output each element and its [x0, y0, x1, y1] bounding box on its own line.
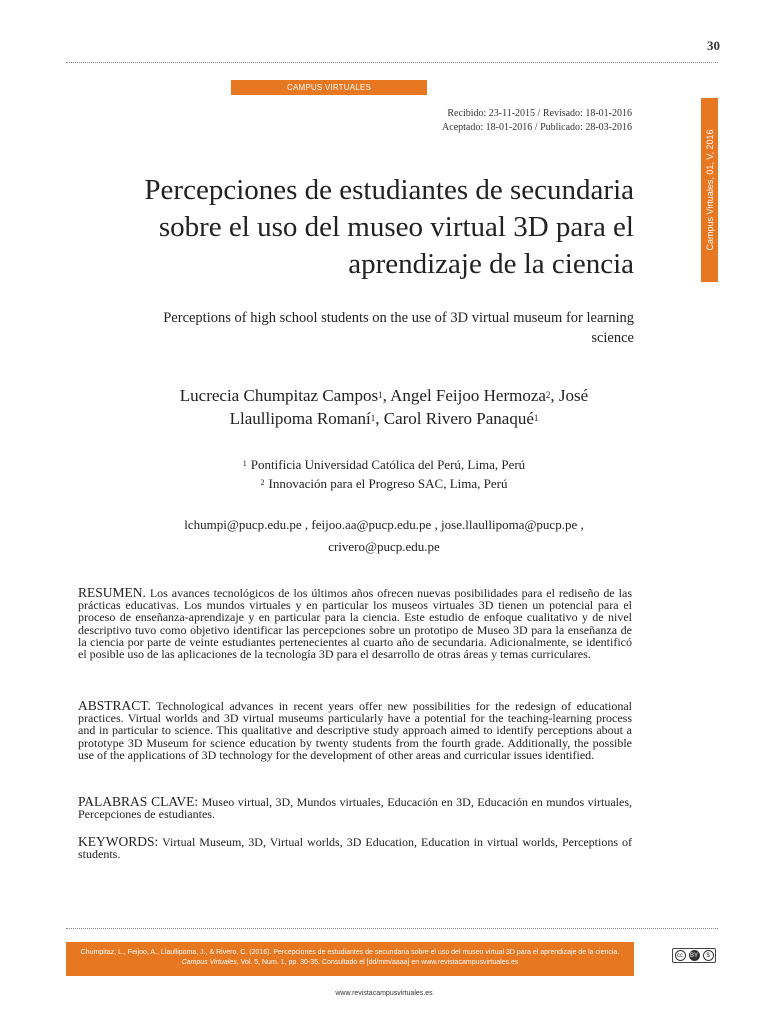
affiliation-2: [60, 473, 708, 494]
author-3-affil: 1: [370, 413, 376, 423]
article-subtitle: [80, 308, 634, 348]
keywords-text: Virtual Museum, 3D, Virtual worlds, 3D Education, Education in virtual worlds, Perceptions of students.: [78, 835, 632, 862]
journal-side-tab: [701, 98, 718, 282]
cc-icon: cc: [675, 950, 686, 961]
section-label: CAMPUS VIRTUALES: [231, 80, 427, 95]
affiliation-2-marker: 2: [260, 478, 265, 487]
creative-commons-license-icon[interactable]: [672, 948, 716, 963]
title-line-2: sobre el uso del museo virtual 3D para el: [158, 211, 634, 243]
footer-divider: [66, 928, 718, 929]
subtitle-line-1: Perceptions of high school students on the use of 3D virtual museum for learning: [163, 310, 634, 326]
author-3-first: José: [558, 386, 589, 405]
author-1: Lucrecia Chumpitaz Campos: [179, 386, 379, 405]
palabras-clave-paragraph: [78, 796, 632, 820]
subtitle-line-2: science: [591, 330, 634, 346]
emails-line-1: lchumpi@pucp.edu.pe , feijoo.aa@pucp.edu.pe , jose.llaullipoma@pucp.pe ,: [184, 517, 584, 532]
emails-line-2: crivero@pucp.edu.pe: [328, 539, 440, 554]
header-divider: [66, 62, 718, 63]
abstract-text: Technological advances in recent years offer new possibilities for the redesign of educational practices. Virtual worlds and 3D virtual museums particularly have a potential for the teaching-learning process and in particular to science. This qualitative and descriptive study approach aimed to identify perceptions about a prototype 3D Museum for science education by twenty students from the fourth grade. Additionally, the possible use of the applications of 3D technology for the development of other areas and curricular issues identified.: [78, 699, 632, 762]
abstract-paragraph: [78, 700, 632, 761]
author-2-affil: 2: [545, 390, 551, 400]
received-dates: Recibido: 23-11-2015 / Revisado: 18-01-2016: [447, 108, 632, 119]
resumen-heading: RESUMEN.: [78, 585, 146, 600]
page-number: 30: [707, 38, 720, 53]
resumen-text: Los avances tecnológicos de los últimos años ofrecen nuevas posibilidades para el rediseño de las prácticas educativas. Los mundos virtuales y en particular los museos virtuales 3D tienen un potencial para el proceso de enseñanza-aprendizaje y en particular para la ciencia. Este estudio de enfoque cualitativo y de nivel descriptivo tuvo como objetivo identificar las percepciones sobre un prototipo de Museo 3D para la enseñanza de la ciencia por parte de veinte estudiantes pertenecientes al cuarto año de secundaria. Adicionalmente, se identificó el posible uso de las aplicaciones de la tecnología 3D para el desarrollo de otras áreas y temas curriculares.: [78, 586, 632, 662]
title-line-1: Percepciones de estudiantes de secundaria: [144, 174, 634, 206]
attribution-icon: BY: [689, 950, 700, 961]
side-tab-label: Campus Virtuales, 01, V, 2016: [704, 129, 715, 251]
affiliation-1-text: Pontificia Universidad Católica del Perú, Lima, Perú: [250, 457, 526, 472]
accepted-dates: Aceptado: 18-01-2016 / Publicado: 28-03-2016: [442, 122, 632, 133]
resumen-paragraph: [78, 587, 632, 660]
citation-footer: [66, 942, 634, 976]
title-line-3: aprendizaje de la ciencia: [348, 248, 634, 280]
keywords-paragraph: [78, 836, 632, 860]
affiliation-1-marker: 1: [242, 459, 247, 468]
affiliation-1: [60, 454, 708, 475]
journal-website[interactable]: www.revistacampusvirtuales.es: [335, 990, 433, 997]
author-list: Lucrecia Chumpitaz Campos$^1$, Angel Feijoo Hermoza$^2$, José Llaullipoma Romaní$^1$, Carol Rivero Panaqué$^1$: [179, 386, 589, 428]
affiliation-2-text: Innovación para el Progreso SAC, Lima, Perú: [268, 476, 508, 491]
palabras-clave-text: Museo virtual, 3D, Mundos virtuales, Educación en 3D, Educación en mundos virtuales, Percepciones de estudiantes.: [78, 795, 632, 822]
author-emails: [80, 514, 688, 558]
author-4-affil: 1: [533, 413, 539, 423]
article-title: [60, 172, 634, 283]
author-2: Angel Feijoo Hermoza: [390, 386, 546, 405]
author-4: Carol Rivero Panaqué: [383, 409, 534, 428]
keywords-heading: KEYWORDS:: [78, 834, 159, 849]
abstract-heading: ABSTRACT.: [78, 698, 151, 713]
palabras-clave-heading: PALABRAS CLAVE:: [78, 794, 199, 809]
citation-text-2: , Vol. 5, Num. 1, pp. 30-35. Consultado el [dd/mm/aaaa] en www.revistacampusvirtuales.es: [236, 959, 519, 966]
citation-journal: Campus Virtuales: [181, 959, 237, 966]
author-1-affil: 1: [378, 390, 383, 400]
author-3-last: Llaullipoma Romaní: [229, 409, 371, 428]
noncommercial-icon: $: [703, 950, 714, 961]
citation-text-1: Chumpitaz, L., Feijoo, A., Llaullipoma, J., & Rivero, C. (2016). Percepciones de estudiantes de secundaria sobre el uso del museo virtual 3D para el aprendizaje de la ciencia.: [80, 949, 620, 956]
